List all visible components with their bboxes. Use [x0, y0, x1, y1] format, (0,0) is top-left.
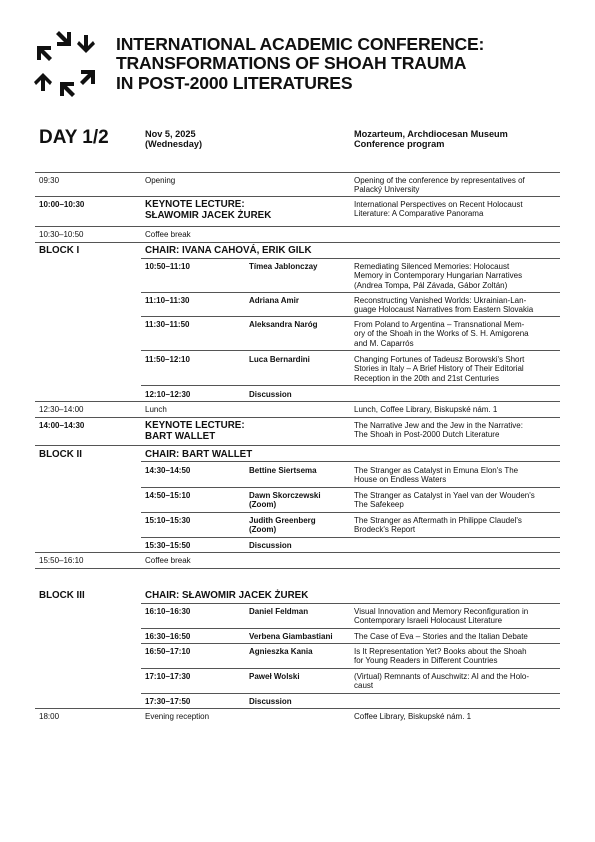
- session-time: 14:30–14:50: [145, 466, 191, 475]
- talk-title: [354, 672, 529, 691]
- divider: [35, 242, 560, 243]
- row-label: Evening reception: [145, 712, 210, 721]
- desc-line: House on Endless Waters: [354, 475, 447, 485]
- conference-logo-arrows: [32, 30, 100, 98]
- divider: [141, 292, 560, 293]
- keynote-heading: KEYNOTE LECTURE:: [145, 199, 245, 210]
- talk-title: [354, 647, 527, 666]
- speaker-name: Verbena Giambastiani: [249, 632, 333, 641]
- desc-line: Contemporary Israeli Holocaust Literature: [354, 616, 503, 626]
- desc-line: (Virtual) Remnants of Auschwitz: AI and the Holo-: [354, 672, 530, 681]
- block-label: BLOCK III: [39, 590, 85, 601]
- divider: [35, 401, 560, 402]
- talk-title: [354, 466, 518, 485]
- session-time: 11:10–11:30: [145, 296, 190, 305]
- venue-line: Mozarteum, Archdiocesan Museum: [354, 129, 508, 139]
- row-description: Lunch, Coffee Library, Biskupské nám. 1: [354, 405, 498, 414]
- speaker-name: Adriana Amir: [249, 296, 299, 305]
- block-label: BLOCK I: [39, 245, 80, 256]
- keynote-label: [145, 420, 245, 442]
- divider: [141, 350, 560, 351]
- talk-title: [354, 491, 535, 510]
- row-time: 12:30–14:00: [39, 405, 84, 414]
- desc-line: ory of the Shoah in the Works of S. H. Amigorena: [354, 329, 529, 339]
- divider: [35, 226, 560, 227]
- divider: [141, 603, 560, 604]
- divider: [35, 552, 560, 553]
- row-time: 10:00–10:30: [39, 200, 85, 209]
- desc-line: (Andrea Tompa, Pál Závada, Gábor Zoltán): [354, 280, 508, 290]
- speaker-name: Luca Bernardini: [249, 355, 310, 364]
- desc-line: guage Holocaust Narratives from Eastern Slovakia: [354, 305, 534, 315]
- conference-venue: [354, 129, 508, 149]
- divider: [141, 385, 560, 386]
- speaker-name: [249, 491, 321, 510]
- desc-line: The Stranger as Aftermath in Philippe Claudel's: [354, 516, 522, 525]
- desc-line: Stories in Italy – A Brief History of Their Editorial: [354, 364, 524, 374]
- row-description: [354, 176, 525, 195]
- divider: [35, 417, 560, 418]
- title-line-2: TRANSFORMATIONS OF SHOAH TRAUMA: [116, 53, 467, 74]
- talk-title: [354, 320, 529, 348]
- zoom-note: (Zoom): [249, 500, 277, 510]
- desc-line: Brodeck's Report: [354, 525, 416, 535]
- desc-line: Changing Fortunes of Tadeusz Borowski's Short: [354, 355, 525, 364]
- keynote-label: [145, 199, 271, 221]
- desc-line: and M. Caparrós: [354, 338, 414, 348]
- day-label: DAY 1/2: [39, 127, 109, 148]
- row-time: 14:00–14:30: [39, 421, 85, 430]
- divider: [141, 693, 560, 694]
- session-time: 16:10–16:30: [145, 607, 191, 616]
- desc-line: The Safekeep: [354, 500, 404, 510]
- desc-line: The Stranger as Catalyst in Yael van der Wouden's: [354, 491, 535, 500]
- block-label: BLOCK II: [39, 449, 82, 460]
- session-time: 12:10–12:30: [145, 390, 191, 399]
- session-time: 11:30–11:50: [145, 320, 190, 329]
- speaker-name: Agnieszka Kania: [249, 647, 313, 656]
- divider: [141, 537, 560, 538]
- discussion-label: Discussion: [249, 541, 292, 550]
- row-time: 09:30: [39, 176, 60, 185]
- desc-line: Visual Innovation and Memory Reconfiguration in: [354, 607, 529, 616]
- row-label: Coffee break: [145, 556, 191, 565]
- speaker-name: [249, 516, 316, 535]
- desc-line: Is It Representation Yet? Books about the Shoah: [354, 647, 527, 656]
- block-chair: CHAIR: BART WALLET: [145, 449, 253, 460]
- talk-title: [354, 296, 533, 315]
- divider: [141, 461, 560, 462]
- divider: [141, 512, 560, 513]
- session-time: 17:10–17:30: [145, 672, 191, 681]
- zoom-note: (Zoom): [249, 525, 277, 535]
- row-description: [354, 421, 523, 440]
- desc-line: International Perspectives on Recent Holocaust: [354, 200, 523, 209]
- program-line: Conference program: [354, 139, 445, 149]
- title-line-3: IN POST-2000 LITERATURES: [116, 72, 353, 93]
- block-chair: CHAIR: SŁAWOMIR JACEK ŻUREK: [145, 590, 309, 601]
- date-line: Nov 5, 2025: [145, 129, 196, 139]
- speaker-name: Daniel Feldman: [249, 607, 309, 616]
- talk-title: [354, 262, 522, 290]
- row-label: Lunch: [145, 405, 167, 414]
- divider: [35, 708, 560, 709]
- desc-line: Memory in Contemporary Hungarian Narratives: [354, 271, 523, 281]
- desc-line: Reception in the 20th and 21st Centuries: [354, 373, 499, 383]
- discussion-label: Discussion: [249, 697, 292, 706]
- session-time: 10:50–11:10: [145, 262, 190, 271]
- session-time: 15:10–15:30: [145, 516, 191, 525]
- conference-date: [145, 129, 202, 149]
- keynote-speaker: SŁAWOMIR JACEK ŻUREK: [145, 210, 272, 222]
- desc-line: Literature: A Comparative Panorama: [354, 209, 484, 219]
- divider: [141, 643, 560, 644]
- session-time: 14:50–15:10: [145, 491, 191, 500]
- session-time: 15:30–15:50: [145, 541, 191, 550]
- keynote-heading: KEYNOTE LECTURE:: [145, 420, 245, 431]
- row-description: [354, 200, 523, 219]
- discussion-label: Discussion: [249, 390, 292, 399]
- row-description: Coffee Library, Biskupské nám. 1: [354, 712, 472, 721]
- divider: [141, 668, 560, 669]
- divider: [141, 628, 560, 629]
- block-chair: CHAIR: IVANA CAHOVÁ, ERIK GILK: [145, 245, 312, 256]
- speaker-name: Aleksandra Naróg: [249, 320, 318, 329]
- talk-title: [354, 516, 522, 535]
- speaker-line: Judith Greenberg: [249, 516, 316, 525]
- divider: [35, 172, 560, 173]
- desc-line: for Young Readers in Different Countries: [354, 656, 498, 666]
- desc-line: From Poland to Argentina – Transnational Mem-: [354, 320, 525, 329]
- speaker-name: Bettine Siertsema: [249, 466, 317, 475]
- speaker-name: Tímea Jablonczay: [249, 262, 318, 271]
- divider: [141, 316, 560, 317]
- divider: [141, 487, 560, 488]
- desc-line: The Narrative Jew and the Jew in the Narrative:: [354, 421, 523, 430]
- desc-line: Opening of the conference by representatives of: [354, 176, 525, 185]
- desc-line: Reconstructing Vanished Worlds: Ukrainian-Lan-: [354, 296, 527, 305]
- title-line-1: INTERNATIONAL ACADEMIC CONFERENCE:: [116, 34, 485, 54]
- keynote-speaker: BART WALLET: [145, 431, 216, 443]
- row-time: 15:50–16:10: [39, 556, 84, 565]
- session-time: 11:50–12:10: [145, 355, 190, 364]
- desc-line: Palacký University: [354, 185, 420, 195]
- desc-line: The Shoah in Post-2000 Dutch Literature: [354, 430, 500, 440]
- row-time: 18:00: [39, 712, 60, 721]
- speaker-line: Dawn Skorczewski: [249, 491, 321, 500]
- session-time: 17:30–17:50: [145, 697, 191, 706]
- session-time: 16:50–17:10: [145, 647, 191, 656]
- row-label: Coffee break: [145, 230, 191, 239]
- weekday-line: (Wednesday): [145, 139, 203, 149]
- speaker-name: Paweł Wolski: [249, 672, 300, 681]
- divider: [35, 568, 560, 569]
- desc-line: The Stranger as Catalyst in Emuna Elon's The: [354, 466, 519, 475]
- row-time: 10:30–10:50: [39, 230, 84, 239]
- divider: [141, 258, 560, 259]
- talk-title: [354, 607, 528, 626]
- talk-title: The Case of Eva – Stories and the Italian Debate: [354, 632, 528, 641]
- session-time: 16:30–16:50: [145, 632, 191, 641]
- divider: [35, 445, 560, 446]
- divider: [35, 196, 560, 197]
- conference-title: [116, 35, 484, 93]
- desc-line: Remediating Silenced Memories: Holocaust: [354, 262, 510, 271]
- talk-title: [354, 355, 524, 383]
- row-label: Opening: [145, 176, 176, 185]
- desc-line: caust: [354, 681, 374, 691]
